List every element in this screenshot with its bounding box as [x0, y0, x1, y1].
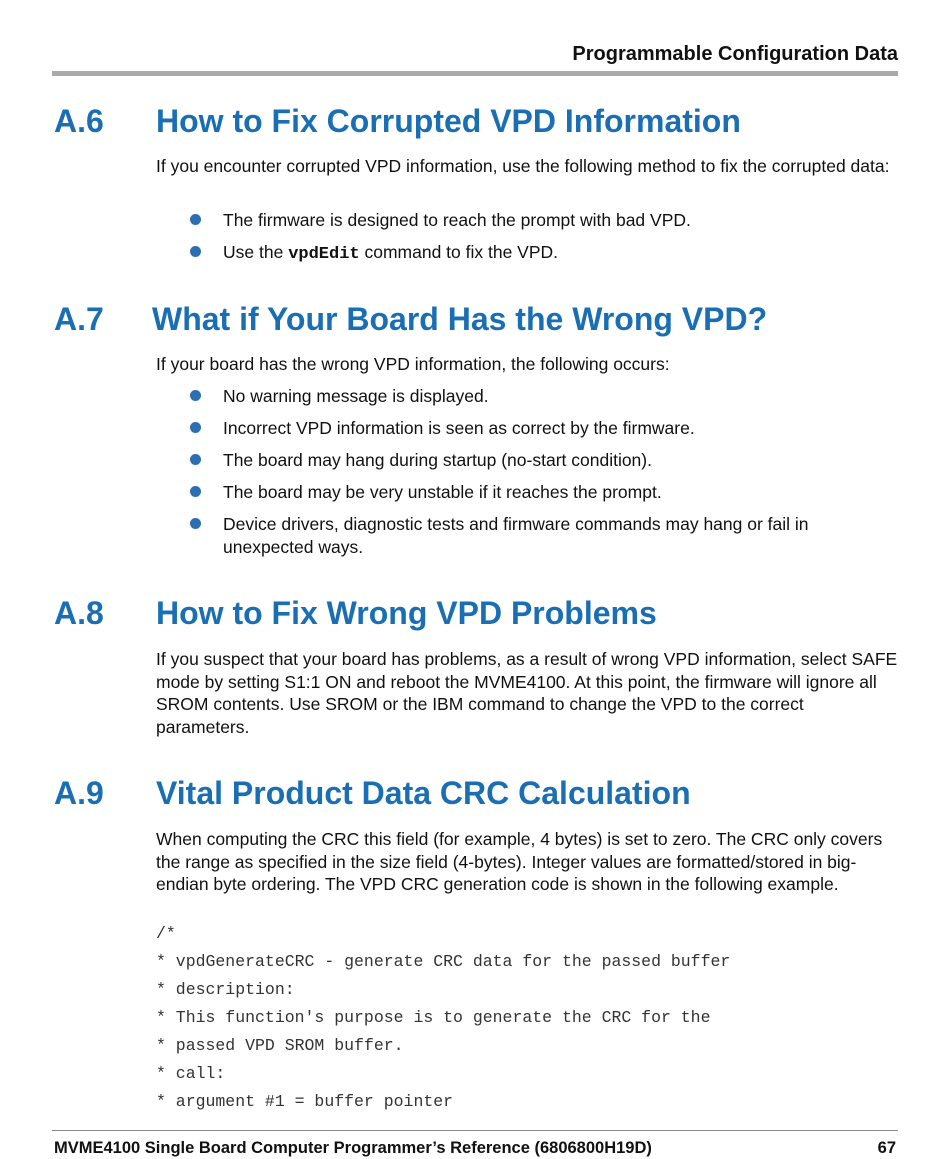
section-number-a8: A.8 [54, 595, 104, 631]
bullet-item [190, 385, 890, 408]
bullet-dot-icon [190, 246, 201, 257]
bullet-dot-icon [190, 518, 201, 529]
code-line: * call: [156, 1064, 226, 1083]
bullet-item [190, 417, 890, 440]
bullet-text-before: Use the [223, 242, 289, 262]
bullet-dot-icon [190, 422, 201, 433]
bullet-text [223, 241, 890, 267]
section-a6-intro: If you encounter corrupted VPD information, use the following method to fix the corrupted data: [156, 156, 890, 176]
code-line: /* [156, 924, 176, 943]
code-line: * description: [156, 980, 295, 999]
code-line: * vpdGenerateCRC - generate CRC data for the passed buffer [156, 952, 731, 971]
bullet-item [190, 481, 890, 504]
bullet-item [190, 513, 860, 558]
command-name: vpdEdit [288, 245, 360, 264]
code-line: * argument #1 = buffer pointer [156, 1092, 454, 1111]
section-title-a8: How to Fix Wrong VPD Problems [156, 595, 657, 631]
bullet-dot-icon [190, 214, 201, 225]
section-a7-intro: If your board has the wrong VPD information, the following occurs: [156, 354, 670, 374]
bullet-text: Device drivers, diagnostic tests and firmware commands may hang or fail in unexpected ways. [223, 514, 809, 557]
section-title-a9: Vital Product Data CRC Calculation [156, 775, 691, 811]
code-line: * passed VPD SROM buffer. [156, 1036, 404, 1055]
bullet-dot-icon [190, 390, 201, 401]
bullet-text-after: command to fix the VPD. [359, 242, 559, 262]
section-number-a9: A.9 [54, 775, 104, 811]
footer-rule [52, 1130, 898, 1131]
bullet-text: The board may be very unstable if it reaches the prompt. [223, 482, 662, 502]
bullet-dot-icon [190, 454, 201, 465]
section-number-a7: A.7 [54, 301, 104, 337]
bullet-text: The board may hang during startup (no-start condition). [223, 450, 652, 470]
bullet-text: No warning message is displayed. [223, 386, 489, 406]
bullet-text: The firmware is designed to reach the prompt with bad VPD. [223, 210, 691, 230]
header-rule [52, 71, 898, 76]
section-a9-body: When computing the CRC this field (for example, 4 bytes) is set to zero. The CRC only covers the range as specified in the size field (4-bytes). Integer values are formatted/stored in big-endian byte ordering. The VPD CRC generation code is shown in the following example. [156, 829, 883, 894]
footer-document-title: MVME4100 Single Board Computer Programmer’s Reference (6806800H19D) [54, 1139, 652, 1157]
section-title-a7: What if Your Board Has the Wrong VPD? [152, 301, 768, 337]
footer-page-number: 67 [877, 1139, 896, 1157]
bullet-item [190, 241, 890, 267]
bullet-dot-icon [190, 486, 201, 497]
bullet-item [190, 209, 890, 232]
running-header-title: Programmable Configuration Data [572, 43, 898, 65]
section-title-a6: How to Fix Corrupted VPD Information [156, 103, 741, 139]
section-number-a6: A.6 [54, 103, 104, 139]
code-line: * This function's purpose is to generate the CRC for the [156, 1008, 711, 1027]
section-a8-body: If you suspect that your board has problems, as a result of wrong VPD information, select SAFE mode by setting S1:1 ON and reboot the MVME4100. At this point, the firmware will ignore all SROM contents. Use SROM or the IBM command to change the VPD to the correct parameters. [156, 649, 898, 737]
bullet-item [190, 449, 890, 472]
bullet-text: Incorrect VPD information is seen as correct by the firmware. [223, 418, 695, 438]
